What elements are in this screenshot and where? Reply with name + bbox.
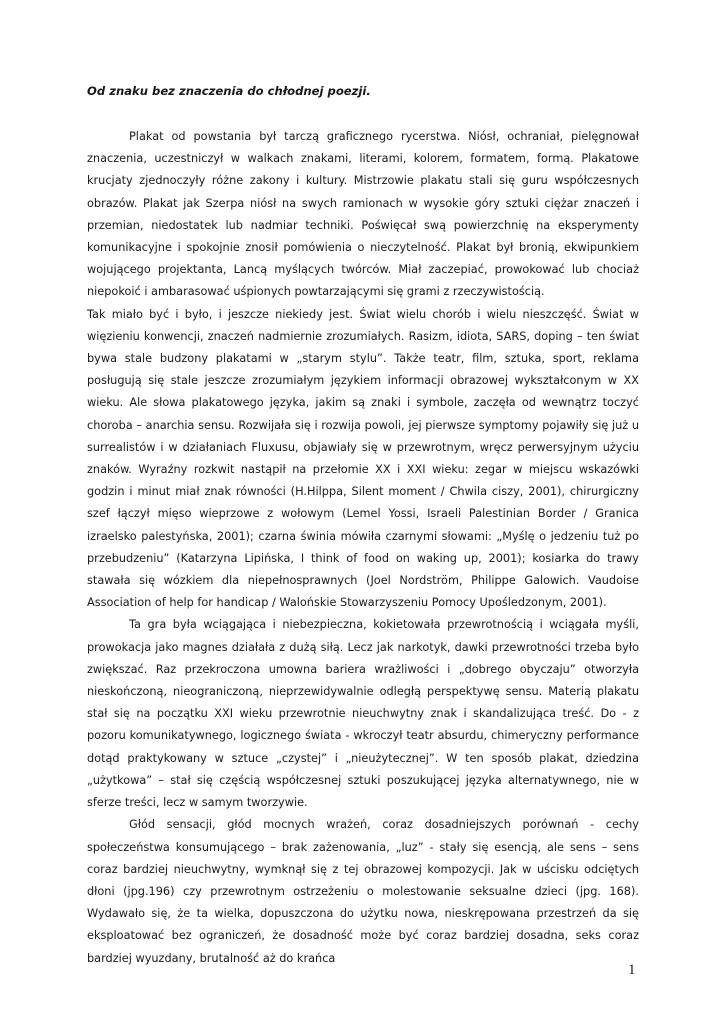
paragraph-2: Tak miało być i było, i jeszcze niekiedy jest. Świat wielu chorób i wielu nieszczęść. Świat w więzieniu konwencji, znaczeń nadmiernie zrozumiałych. Rasizm, idiota, SARS, doping – ten świat bywa stale budzony plakatami w „starym stylu”. Także teatr, film, sztuka, sport, reklama posługują się stale jeszcze zrozumiałym językiem informacji obrazowej wykształconym w XX wieku. Ale słowa plakatowego języka, jakim są znaki i symbole, zaczęła od wewnątrz toczyć choroba – anarchia sensu. Rozwijała się i rozwija powoli, jej pierwsze symptomy pojawiły się już u surrealistów i w działaniach Fluxusu, objawiały się w przewrotnym, wręcz perwersyjnym użyciu znaków. Wyraźny rozkwit nastąpił na przełomie XX i XXI wieku: zegar w miejscu wskazówki godzin i minut miał znak równości (H.Hilppa, Silent moment / Chwila ciszy, 2001), chirurgiczny szef łączył mięso wieprzowe z wołowym (Lemel Yossi, Israeli Palestinian Border / Granica izraelsko palestyńska, 2001); czarna świnia mówiła czarnymi słowami: „Myślę o jedzeniu tuż po przebudzeniu” (Katarzyna Lipińska, I think of food on waking up, 2001); kosiarka do trawy stawała się wózkiem dla niepełnosprawnych (Joel Nordström, Philippe Galowich. Vaudoise Association of help for handicap / Walońskie Stowarzyszeniu Pomocy Upośledzonym, 2001). [87,307,639,610]
page-number: 1 [628,962,636,978]
document-body [87,126,639,970]
document-heading: Od znaku bez znaczenia do chłodnej poezji. [87,84,371,98]
paragraph-4: Głód sensacji, głód mocnych wrażeń, coraz dosadniejszych porównań - cechy społeczeństwa konsumującego – brak zażenowania, „luz” - stały się esencją, ale sens – sens coraz bardziej nieuchwytny, wymknął się z tej obrazowej kompozycji. Jak w uścisku odciętych dłoni (jpg.196) czy przewrotnym ostrzeżeniu o molestowanie seksualne dzieci (jpg. 168). Wydawało się, że ta wielka, dopuszczona do użytku nowa, nieskrępowana przestrzeń da się eksploatować bez ograniczeń, że dosadność może być coraz bardziej dosadna, seks coraz bardziej wyuzdany, brutalność aż do krańca [87,818,639,965]
paragraph-1: Plakat od powstania był tarczą graficznego rycerstwa. Niósł, ochraniał, pielęgnował znaczenia, uczestniczył w walkach znakami, literami, kolorem, formatem, formą. Plakatowe krucjaty zjednoczyły różne zakony i kultury. Mistrzowie plakatu stali się guru współczesnych obrazów. Plakat jak Szerpa niósł na swych ramionach w wysokie góry sztuki ciężar znaczeń i przemian, niedostatek lub nadmiar techniki. Poświęcał swą powierzchnię na eksperymenty komunikacyjne i spokojnie znosił pomówienia o nieczytelność. Plakat był bronią, ekwipunkiem wojującego projektanta, Lancą myślących twórców. Miał zaczepiać, prowokować lub chociaż niepokoić i ambarasować uśpionych powtarzającymi się grami z rzeczywistością. [87,130,639,299]
paragraph-3: Ta gra była wciągająca i niebezpieczna, kokietowała przewrotnością i wciągała myśli, prowokacja jako magnes działała z dużą siłą. Lecz jak narkotyk, dawki przewrotności trzeba było zwiększać. Raz przekroczona umowna bariera wrażliwości i „dobrego obyczaju” otworzyła nieskończoną, nieograniczoną, nieprzewidywalnie odległą perspektywę sensu. Materią plakatu stał się na początku XXI wieku przewrotnie nieuchwytny znak i skandalizująca treść. Do - z pozoru komunikatywnego, logicznego świata - wkroczył teatr absurdu, chimeryczny performance dotąd praktykowany w sztuce „czystej” i „nieużytecznej”. W ten sposób plakat, dziedzina „użytkowa” – stał się częścią współczesnej sztuki poszukującej języka alternatywnego, nie w sferze treści, lecz w samym tworzywie. [87,618,639,810]
